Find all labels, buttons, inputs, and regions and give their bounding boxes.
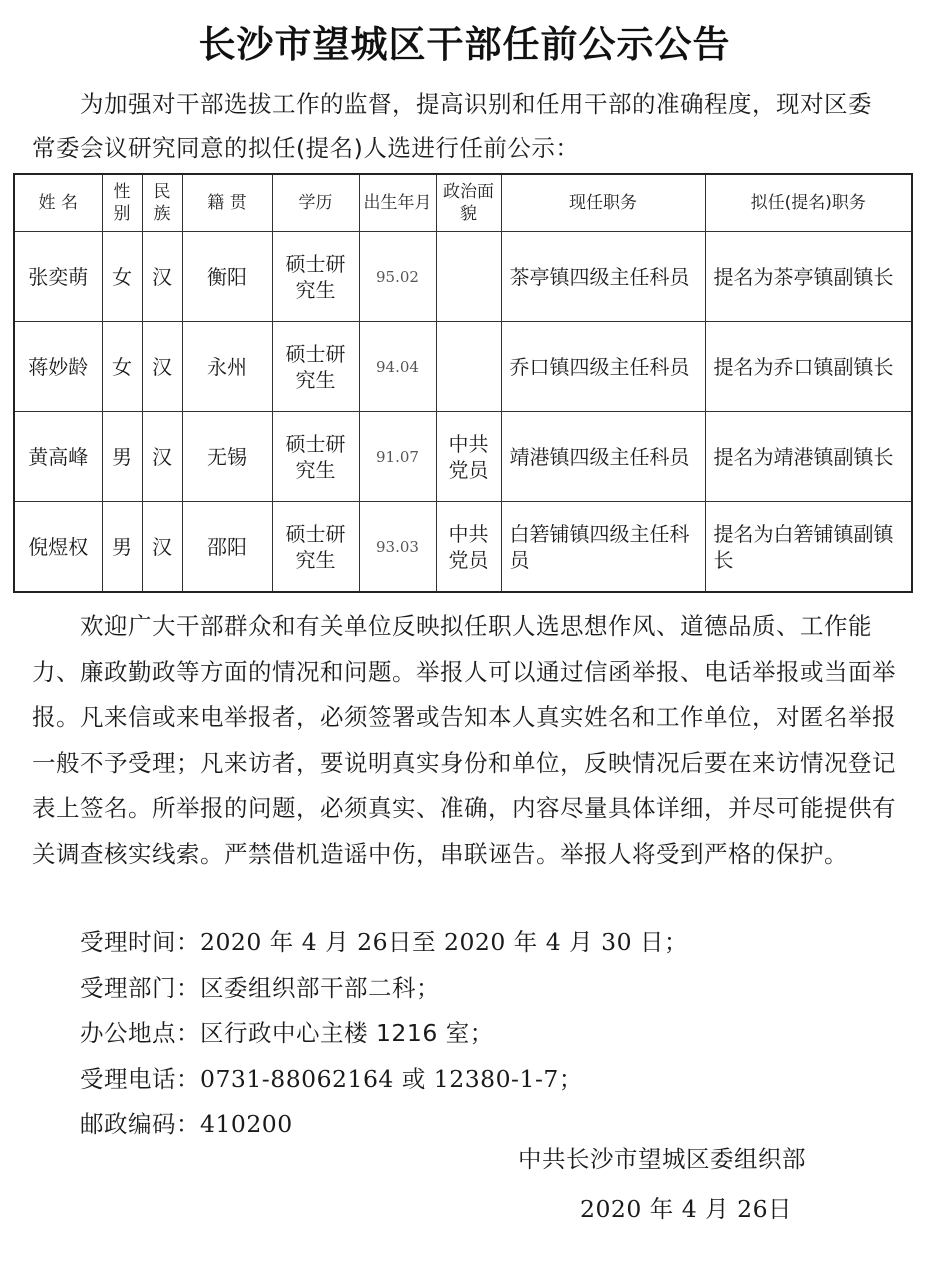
intro-paragraph [32,82,892,170]
header-origin: 籍 贯 [182,174,272,232]
table-row [14,232,912,322]
contact-info [80,920,688,1148]
signature-date: 2020 年 4 月 26日 [580,1195,793,1223]
cell-birth: 91.07 [359,412,436,502]
cell-education: 硕士研究生 [272,232,359,322]
info-zip-label: 邮政编码： [80,1110,200,1138]
cell-origin: 永州 [182,322,272,412]
cell-politics: 中共党员 [436,412,501,502]
cell-birth: 94.04 [359,322,436,412]
cell-politics [436,322,501,412]
info-dept-label: 受理部门： [80,973,200,1002]
info-time-value: 2020 年 4 月 26日至 2020 年 4 月 30 日； [200,928,689,956]
cell-origin: 无锡 [182,412,272,502]
cell-name: 张奕萌 [14,232,102,322]
cell-gender: 女 [102,322,142,412]
body-paragraph: 欢迎广大干部群众和有关单位反映拟任职人选思想作风、道德品质、工作能力、廉政勤政等方面的情况和问题。举报人可以通过信函举报、电话举报或当面举报。凡来信或来电举报者，必须签署或告知本人真实姓名和工作单位，对匿名举报一般不予受理；凡来访者，要说明真实身份和单位，反映情况后要在来访情况登记表上签名。所举报的问题，必须真实、准确，内容尽量具体详细，并尽可能提供有关调查核实线索。严禁借机造谣中伤，串联诬告。举报人将受到严格的保护。 [32,612,896,868]
cell-education: 硕士研究生 [272,502,359,593]
cell-ethnicity: 汉 [142,232,182,322]
table-row [14,322,912,412]
header-gender: 性别 [102,174,142,232]
cell-current-position: 乔口镇四级主任科员 [501,322,705,412]
cell-birth: 95.02 [359,232,436,322]
header-ethnicity: 民族 [142,174,182,232]
header-politics: 政治面貌 [436,174,501,232]
cell-current-position: 茶亭镇四级主任科员 [501,232,705,322]
cell-gender: 男 [102,412,142,502]
cell-ethnicity: 汉 [142,322,182,412]
cell-ethnicity: 汉 [142,412,182,502]
header-birth: 出生年月 [359,174,436,232]
info-address-value: 区行政中心主楼 1216 室； [200,1019,494,1047]
table-header-row [14,174,912,232]
page-title: 长沙市望城区干部任前公示公告 [198,22,731,66]
info-row-time [80,920,688,966]
info-phone-label: 受理电话： [80,1064,200,1093]
cell-proposed-position: 提名为乔口镇副镇长 [705,322,912,412]
info-row-address [80,1011,688,1057]
info-row-phone [80,1057,688,1103]
signature-organization: 中共长沙市望城区委组织部 [518,1145,806,1173]
cell-name: 蒋妙龄 [14,322,102,412]
table-row [14,412,912,502]
info-zip-value: 410200 [200,1110,293,1138]
table-row [14,502,912,593]
header-proposed-position: 拟任(提名)职务 [705,174,912,232]
cell-proposed-position: 提名为茶亭镇副镇长 [705,232,912,322]
info-time-label: 受理时间： [80,928,200,956]
cell-politics [436,232,501,322]
cell-politics: 中共党员 [436,502,501,593]
header-education: 学历 [272,174,359,232]
cell-origin: 衡阳 [182,232,272,322]
info-row-dept [80,966,688,1012]
cell-proposed-position: 提名为白箬铺镇副镇长 [705,502,912,593]
cell-education: 硕士研究生 [272,322,359,412]
cell-name: 倪煜权 [14,502,102,593]
cell-ethnicity: 汉 [142,502,182,593]
intro-text: 为加强对干部选拔工作的监督，提高识别和任用干部的准确程度，现对区委常委会议研究同意的拟任(提名)人选进行任前公示： [32,90,872,162]
cell-proposed-position: 提名为靖港镇副镇长 [705,412,912,502]
cell-name: 黄高峰 [14,412,102,502]
candidate-table [13,173,913,593]
info-address-label: 办公地点： [80,1019,200,1047]
cell-origin: 邵阳 [182,502,272,593]
cell-current-position: 靖港镇四级主任科员 [501,412,705,502]
info-dept-value: 区委组织部干部二科； [200,973,440,1002]
header-name: 姓 名 [14,174,102,232]
info-phone-value: 0731-88062164 或 12380-1-7； [200,1064,583,1093]
cell-birth: 93.03 [359,502,436,593]
cell-gender: 女 [102,232,142,322]
cell-gender: 男 [102,502,142,593]
header-current-position: 现任职务 [501,174,705,232]
cell-education: 硕士研究生 [272,412,359,502]
cell-current-position: 白箬铺镇四级主任科员 [501,502,705,593]
